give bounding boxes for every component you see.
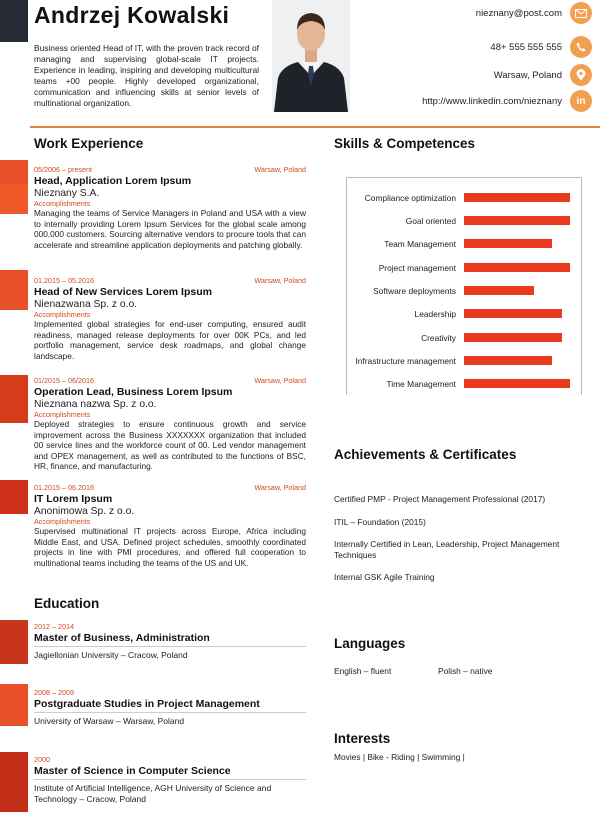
job-accomplishments-label: Accomplishments xyxy=(34,199,91,208)
job-location: Warsaw, Poland xyxy=(254,376,306,385)
skill-bar xyxy=(464,286,534,295)
education-school: Jagiellonian University – Cracow, Poland xyxy=(34,650,188,660)
edu-marker-3 xyxy=(0,752,28,812)
skill-label: Team Management xyxy=(384,239,456,249)
job-location: Warsaw, Poland xyxy=(254,483,306,492)
job-accomplishments-label: Accomplishments xyxy=(34,310,91,319)
skills-heading: Skills & Competences xyxy=(334,136,476,151)
work-marker-3 xyxy=(0,375,28,423)
language-item: English – fluent xyxy=(334,666,392,676)
education-dates: 2008 – 2009 xyxy=(34,688,74,697)
interests-list: Movies | Bike - Riding | Swimming | xyxy=(334,752,465,762)
skill-label: Infrastructure management xyxy=(355,356,456,366)
skill-bar xyxy=(464,333,562,342)
contact-linkedin-row xyxy=(422,90,600,112)
edu-marker-1 xyxy=(0,620,28,664)
linkedin-icon: in xyxy=(570,90,592,112)
skill-label: Project management xyxy=(378,263,456,273)
skill-label: Goal oriented xyxy=(405,216,456,226)
job-title: Head of New Services Lorem Ipsum xyxy=(34,286,212,298)
contact-location: Warsaw, Poland xyxy=(493,69,562,81)
contact-email[interactable]: nieznany@post.com xyxy=(475,7,562,19)
skill-bar xyxy=(464,239,552,248)
education-entry xyxy=(34,622,306,661)
contact-location-row xyxy=(494,64,600,86)
job-dates: 01.2015 – 05.2016 xyxy=(34,276,94,285)
job-title: Head, Application Lorem Ipsum xyxy=(34,175,192,187)
phone-icon xyxy=(570,36,592,58)
job-accomplishments-label: Accomplishments xyxy=(34,517,91,526)
work-marker-1b xyxy=(0,184,28,214)
achievement-item: Certified PMP - Project Management Professional (2017) xyxy=(334,494,546,504)
job-title: Operation Lead, Business Lorem Ipsum xyxy=(34,386,233,398)
job-company: Nieznana nazwa Sp. z o.o. xyxy=(34,399,157,410)
contact-email-row xyxy=(476,2,600,24)
candidate-name: Andrzej Kowalski xyxy=(34,2,230,28)
education-heading: Education xyxy=(34,596,100,611)
job-company: Nieznany S.A. xyxy=(34,188,100,199)
work-marker-4 xyxy=(0,480,28,514)
education-entry xyxy=(34,688,306,727)
work-experience-heading: Work Experience xyxy=(34,136,144,151)
job-title: IT Lorem Ipsum xyxy=(34,493,113,505)
envelope-icon xyxy=(570,2,592,24)
job-dates: 01.2015 – 06.2016 xyxy=(34,483,94,492)
job-company: Anonimowa Sp. z o.o. xyxy=(34,506,135,517)
job-description: Supervised multinational IT projects across Europe, Africa including Middle East, and USA. Defined project schedules, smoothly coordinated projects in line with PMI procedures, and offered full cooperation to multinational teams including the teams of the US and UK. xyxy=(34,526,306,568)
education-dates: 2012 – 2014 xyxy=(34,622,74,631)
job-description: Deployed strategies to ensure continuous growth and service improvement across the Business XXXXXXX organization that included 00 service lines and the workforce count of 00. Led vendor management and OPEX management, as well as contributed to the functions of BSC, HR, finance, and manufacturing. xyxy=(34,419,306,472)
skill-label: Leadership xyxy=(414,309,456,319)
skill-label: Software deployments xyxy=(373,286,456,296)
job-entry xyxy=(34,165,306,250)
map-pin-icon xyxy=(570,64,592,86)
education-school: Institute of Artificial Intelligence, AGH University of Science and Technology – Cracow, Poland xyxy=(34,783,272,804)
skill-bar xyxy=(464,263,570,272)
skill-bar xyxy=(464,309,562,318)
work-marker-2 xyxy=(0,270,28,310)
skill-bar xyxy=(464,379,570,388)
achievement-item: Internal GSK Agile Training xyxy=(334,572,435,582)
education-entry xyxy=(34,755,306,805)
achievement-item: Internally Certified in Lean, Leadership, Project Management Techniques xyxy=(334,539,560,560)
contact-phone-row xyxy=(490,36,600,58)
education-divider xyxy=(34,712,306,713)
corner-accent-block xyxy=(0,0,28,42)
education-degree: Master of Science in Computer Science xyxy=(34,765,231,777)
job-location: Warsaw, Poland xyxy=(254,165,306,174)
job-description: Managing the teams of Service Managers in Poland and USA with a view to internally providing Lorem Ipsum Services for the global scale among 000,000 customers. Sourcing alternative vendors to procure tools that can accelerate and streamline application deployments and patching globally. xyxy=(34,208,306,250)
language-item: Polish – native xyxy=(438,666,493,676)
achievements-heading: Achievements & Certificates xyxy=(334,447,517,462)
achievement-item: ITIL – Foundation (2015) xyxy=(334,517,426,527)
education-degree: Master of Business, Administration xyxy=(34,632,210,644)
education-degree: Postgraduate Studies in Project Management xyxy=(34,698,260,710)
skill-label: Time Management xyxy=(386,379,456,389)
header-divider xyxy=(30,126,600,128)
edu-marker-2 xyxy=(0,684,28,726)
profile-summary: Business oriented Head of IT, with the proven track record of managing and supervising global-scale IT projects. Experience in leading, inspiring and developing multicultural teams +00 people. Highly developed organizational, communication and influencing skills at senior levels of multinational organization. xyxy=(34,43,259,108)
job-dates: 05/2006 – present xyxy=(34,165,92,174)
job-entry xyxy=(34,276,306,361)
skill-bar xyxy=(464,193,570,202)
education-divider xyxy=(34,779,306,780)
skill-bar xyxy=(464,356,552,365)
contact-phone: 48+ 555 555 555 xyxy=(490,41,562,53)
skill-label: Compliance optimization xyxy=(364,193,456,203)
job-location: Warsaw, Poland xyxy=(254,276,306,285)
profile-photo xyxy=(272,0,350,112)
languages-heading: Languages xyxy=(334,636,406,651)
work-marker-1a xyxy=(0,160,28,184)
skill-bar xyxy=(464,216,570,225)
education-school: University of Warsaw – Warsaw, Poland xyxy=(34,716,185,726)
job-entry xyxy=(34,483,306,568)
job-dates: 01/2015 – 06/2016 xyxy=(34,376,94,385)
job-entry xyxy=(34,376,306,472)
job-accomplishments-label: Accomplishments xyxy=(34,410,91,419)
interests-heading: Interests xyxy=(334,731,391,746)
job-company: Nienazwana Sp. z o.o. xyxy=(34,299,138,310)
contact-linkedin[interactable]: http://www.linkedin.com/nieznany xyxy=(422,95,562,107)
job-description: Implemented global strategies for end-user computing, ensured audit readiness, managed release deployments for over 00K PCs, and led portfolio management, service desk roadmaps, and global change landscape. xyxy=(34,319,306,361)
education-divider xyxy=(34,646,306,647)
education-dates: 2000 xyxy=(34,755,50,764)
skill-label: Creativity xyxy=(421,333,456,343)
